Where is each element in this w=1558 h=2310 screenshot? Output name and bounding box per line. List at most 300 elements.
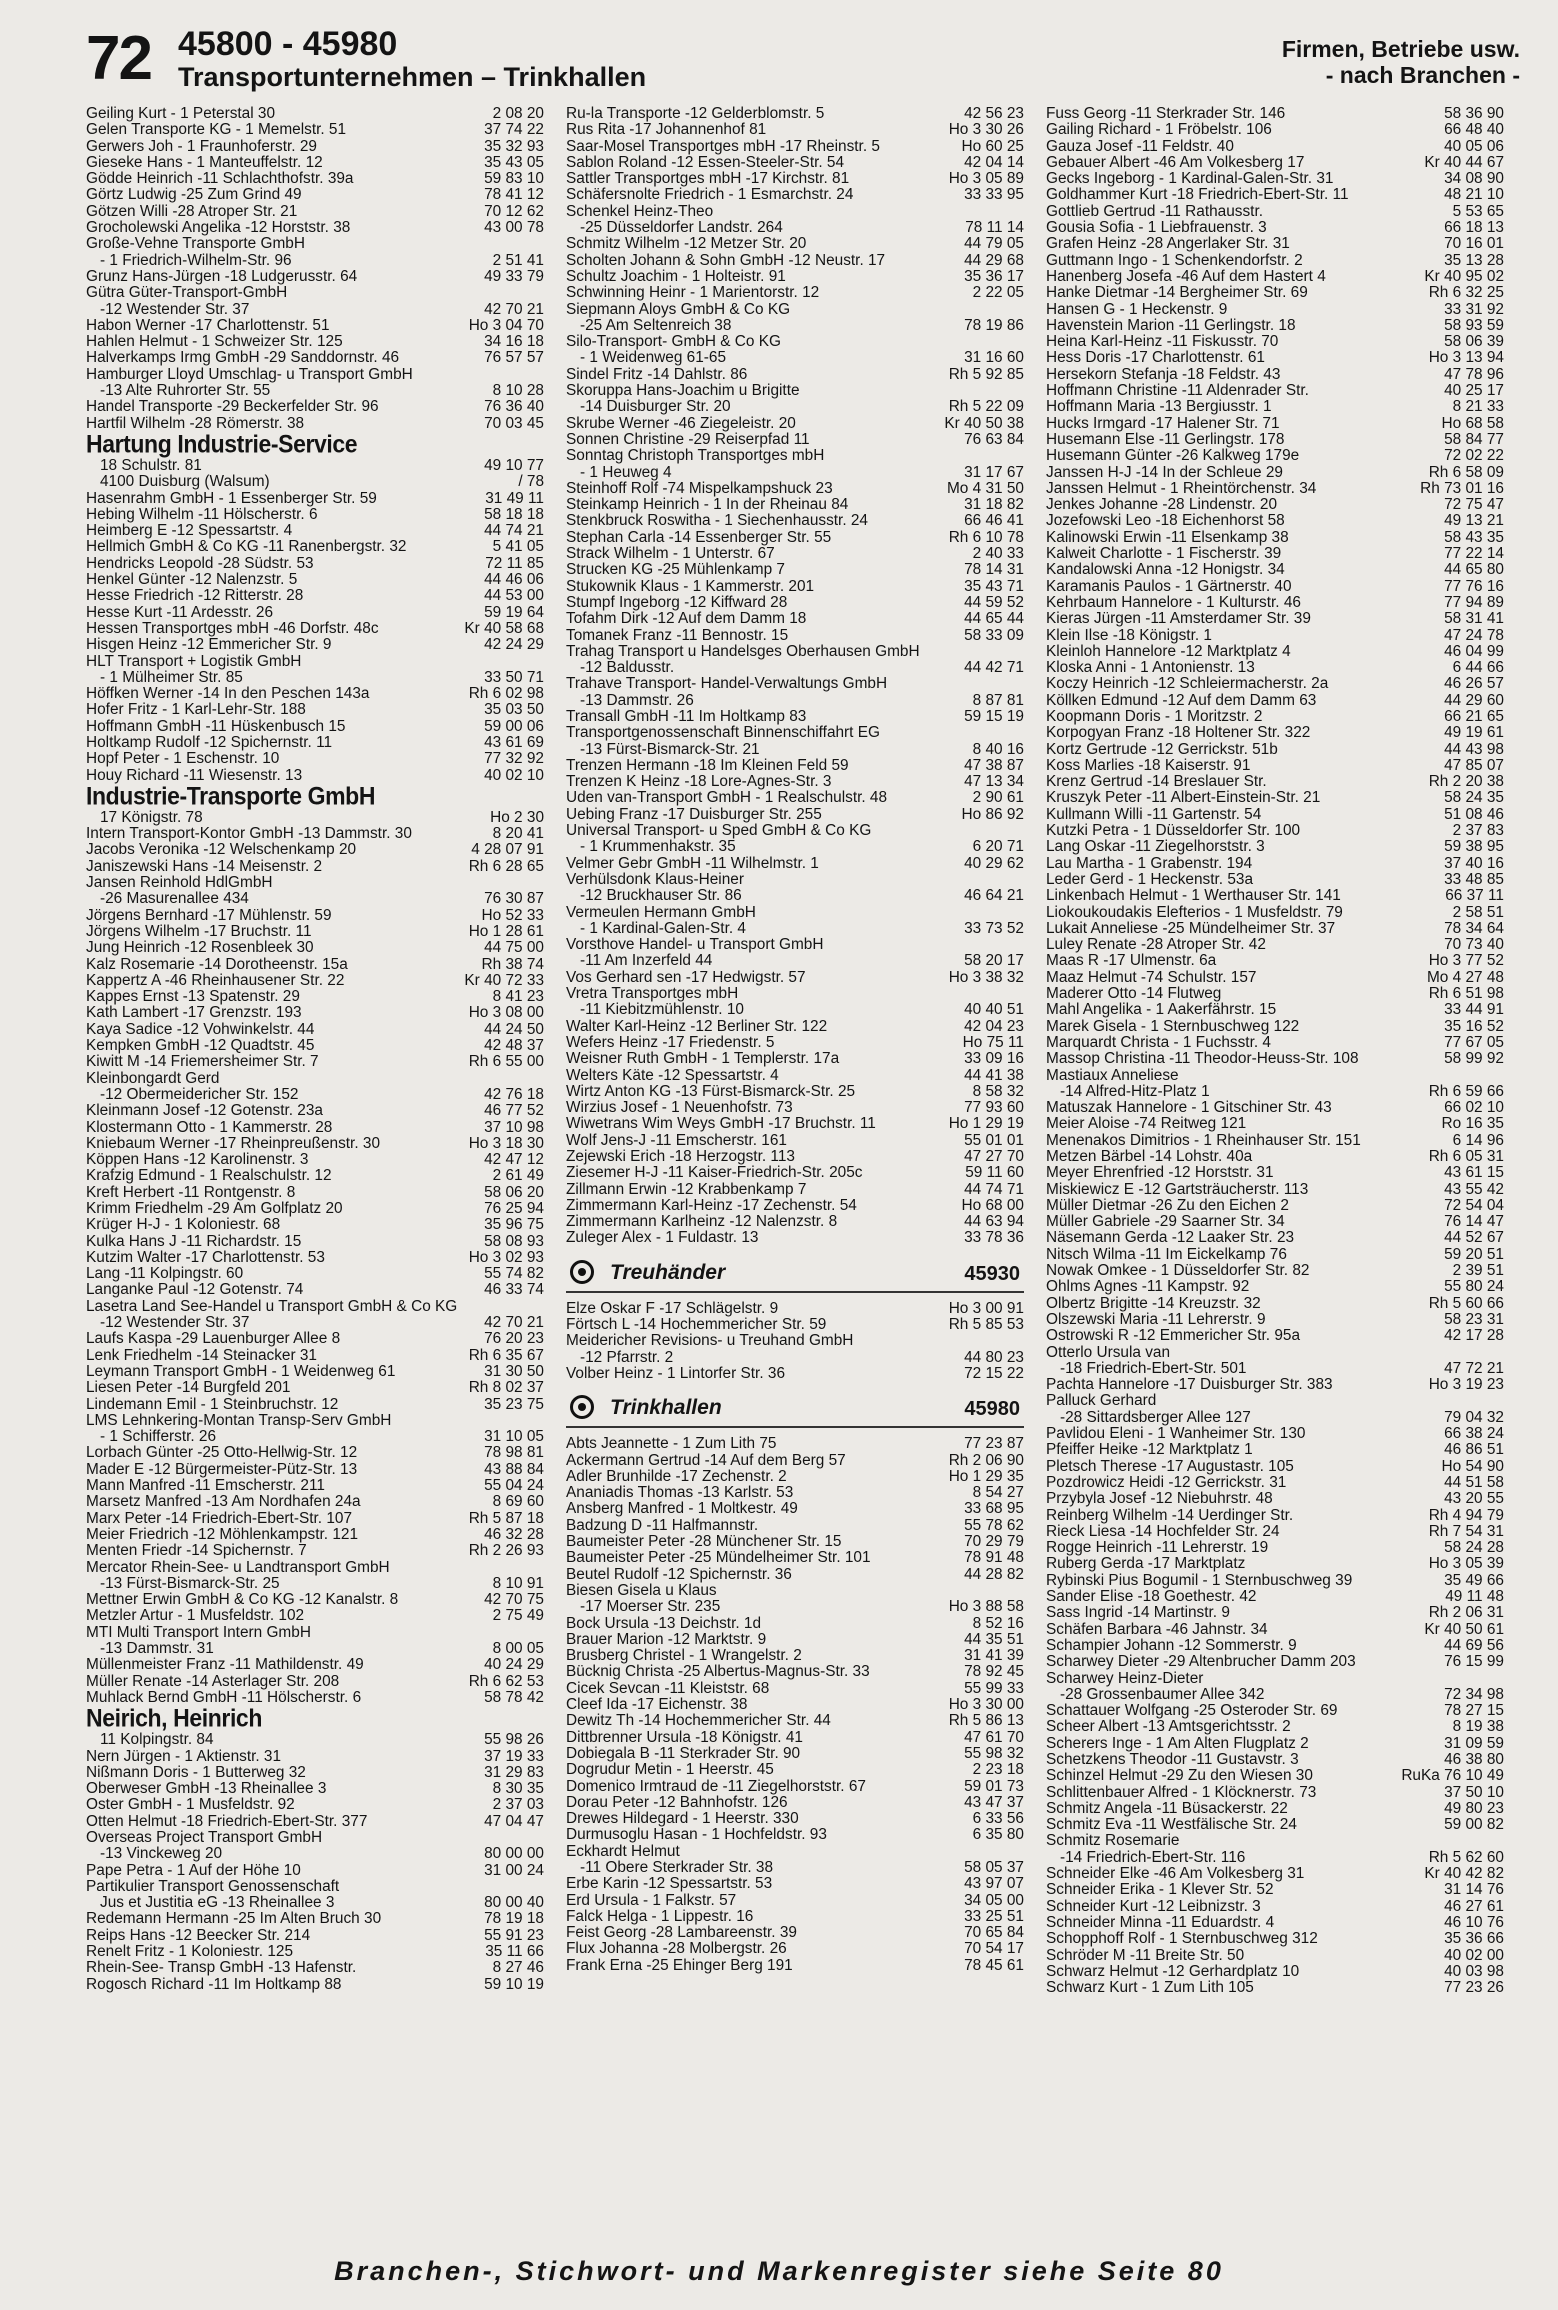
phone-number: 35 43 05 <box>484 154 544 171</box>
list-item <box>86 1315 544 1331</box>
list-item <box>86 318 544 334</box>
entry-name: Hendricks Leopold -28 Südstr. 53 <box>86 555 314 572</box>
entry-name: Karamanis Paulos - 1 Gärtnerstr. 40 <box>1046 578 1292 595</box>
list-item <box>86 1765 544 1781</box>
entry-name: Lukait Anneliese -25 Mündelheimer Str. 37 <box>1046 920 1336 937</box>
list-item <box>86 1250 544 1266</box>
entry-name: Gerwers Joh - 1 Fraunhoferstr. 29 <box>86 138 317 155</box>
category-trinkhallen-header <box>566 1392 1024 1428</box>
entry-name: Görtz Ludwig -25 Zum Grind 49 <box>86 187 302 204</box>
list-item <box>566 562 1024 578</box>
list-item <box>86 719 544 735</box>
entry-name: Wolf Jens-J -11 Emscherstr. 161 <box>566 1132 787 1149</box>
list-item <box>86 1478 544 1494</box>
list-item <box>566 481 1024 497</box>
list-item <box>566 1317 1024 1333</box>
list-item <box>1046 1263 1504 1279</box>
phone-number: 8 58 32 <box>972 1083 1024 1100</box>
entry-name: Lenk Friedhelm -14 Steinacker 31 <box>86 1347 317 1364</box>
list-item <box>566 709 1024 725</box>
list-item <box>566 367 1024 383</box>
list-item <box>86 572 544 588</box>
phone-number: 49 33 79 <box>484 268 544 285</box>
entry-name: Hesse Friedrich -12 Ritterstr. 28 <box>86 588 304 605</box>
list-item <box>566 725 1024 741</box>
list-item <box>86 1299 544 1315</box>
list-item <box>566 1182 1024 1198</box>
entry-name: Wirtz Anton KG -13 Fürst-Bismarck-Str. 25 <box>566 1083 856 1100</box>
list-item <box>1046 1182 1504 1198</box>
entry-name: -13 Dammstr. 26 <box>580 692 694 709</box>
phone-number: 43 61 15 <box>1444 1165 1504 1182</box>
entry-name: Mercator Rhein-See- u Landtransport GmbH <box>86 1559 390 1576</box>
category-name: Trinkhallen <box>610 1396 722 1420</box>
entry-name: Maderer Otto -14 Flutweg <box>1046 986 1222 1003</box>
entry-name: Jörgens Bernhard -17 Mühlenstr. 59 <box>86 907 332 924</box>
phone-number: 8 10 28 <box>492 383 544 400</box>
list-item <box>566 465 1024 481</box>
phone-number: 72 15 22 <box>964 1365 1024 1382</box>
phone-number: Rh 5 87 18 <box>468 1510 544 1527</box>
entry-name: Overseas Project Transport GmbH <box>86 1829 323 1846</box>
entry-name: Janssen Helmut - 1 Rheintörchenstr. 34 <box>1046 480 1317 497</box>
entry-name: Hucks Irmgard -17 Halener Str. 71 <box>1046 415 1280 432</box>
entry-name: Schneider Kurt -12 Leibnizstr. 3 <box>1046 1898 1261 1915</box>
entry-name: Hahlen Helmut - 1 Schweizer Str. 125 <box>86 334 343 351</box>
phone-number: 55 80 24 <box>1444 1279 1504 1296</box>
entry-name: Zillmann Erwin -12 Krabbenkamp 7 <box>566 1181 807 1198</box>
entry-name: Walter Karl-Heinz -12 Berliner Str. 122 <box>566 1018 828 1035</box>
list-item <box>1046 122 1504 138</box>
phone-number: 5 41 05 <box>492 539 544 556</box>
entry-name: Hartung Industrie-Service <box>86 429 358 458</box>
entry-name: Verhülsdonk Klaus-Heiner <box>566 871 744 888</box>
entry-name: Otterlo Ursula van <box>1046 1344 1171 1361</box>
phone-number: 58 06 20 <box>484 1184 544 1201</box>
entry-name: Schwarz Kurt - 1 Zum Lith 105 <box>1046 1980 1254 1997</box>
entry-name: -13 Fürst-Bismarck-Str. 21 <box>580 741 760 758</box>
entry-name: Erbe Karin -12 Spessartstr. 53 <box>566 1876 773 1893</box>
entry-name: Schmitz Wilhelm -12 Metzer Str. 20 <box>566 236 807 253</box>
list-item <box>566 1909 1024 1925</box>
entry-name: Strack Wilhelm - 1 Unterstr. 67 <box>566 546 775 563</box>
entry-name: Trahag Transport u Handelsges Oberhausen GmbH <box>566 643 920 660</box>
list-item <box>1046 1051 1504 1067</box>
list-item <box>1046 1866 1504 1882</box>
list-item <box>1046 953 1504 969</box>
phone-number: 42 04 23 <box>964 1018 1024 1035</box>
entry-name: Maaz Helmut -74 Schulstr. 157 <box>1046 969 1257 986</box>
phone-number: 43 47 37 <box>964 1794 1024 1811</box>
list-item <box>1046 1116 1504 1132</box>
entry-name: Otten Helmut -18 Friedrich-Ebert-Str. 377 <box>86 1813 368 1830</box>
phone-number: Rh 6 55 00 <box>468 1054 544 1071</box>
phone-number: 66 18 13 <box>1444 220 1504 237</box>
entry-name: Muhlack Bernd GmbH -11 Hölscherstr. 6 <box>86 1689 362 1706</box>
list-item <box>1046 1768 1504 1784</box>
phone-number: Rh 6 28 65 <box>468 858 544 875</box>
entry-name: - 1 Weidenweg 61-65 <box>580 350 727 367</box>
phone-number: 55 74 82 <box>484 1266 544 1283</box>
list-item <box>1046 350 1504 366</box>
phone-number: Rh 5 85 53 <box>948 1317 1024 1334</box>
phone-number: Ho 68 58 <box>1441 415 1504 432</box>
phone-number: 48 21 10 <box>1444 187 1504 204</box>
entry-name: Koopmann Doris - 1 Moritzstr. 2 <box>1046 708 1263 725</box>
list-item <box>566 579 1024 595</box>
entry-name: HLT Transport + Logistik GmbH <box>86 653 302 670</box>
entry-name: LMS Lehnkering-Montan Transp-Serv GmbH <box>86 1412 392 1429</box>
list-item <box>86 810 544 826</box>
list-item <box>1046 1980 1504 1996</box>
phone-number: Ho 75 11 <box>962 1034 1024 1051</box>
phone-number: 44 24 50 <box>484 1021 544 1038</box>
phone-number: 31 17 67 <box>964 464 1024 481</box>
list-item <box>86 842 544 858</box>
phone-number: 2 08 20 <box>492 106 544 122</box>
entry-name: Vos Gerhard sen -17 Hedwigstr. 57 <box>566 969 806 986</box>
list-item <box>86 1732 544 1748</box>
phone-number: 40 03 98 <box>1444 1963 1504 1980</box>
list-item <box>566 1518 1024 1534</box>
list-item <box>566 448 1024 464</box>
entry-name: - 1 Friedrich-Wilhelm-Str. 96 <box>100 252 292 269</box>
entry-name: Partikulier Transport Genossenschaft <box>86 1878 340 1895</box>
list-item <box>86 334 544 350</box>
list-item <box>86 155 544 171</box>
directory-sort: - nach Branchen - <box>1325 62 1520 88</box>
entry-name: Uebing Franz -17 Duisburger Str. 255 <box>566 806 822 823</box>
list-item <box>86 1960 544 1976</box>
bullet-target-icon <box>570 1395 594 1419</box>
list-item <box>1046 1410 1504 1426</box>
list-item <box>566 1198 1024 1214</box>
phone-number: 70 73 40 <box>1444 937 1504 954</box>
phone-number: 58 20 17 <box>964 953 1024 970</box>
list-item <box>86 924 544 940</box>
list-item <box>1046 1345 1504 1361</box>
entry-name: Halverkamps Irmg GmbH -29 Sanddornstr. 46 <box>86 350 400 367</box>
list-item <box>86 1657 544 1673</box>
list-item <box>566 1116 1024 1132</box>
entry-name: Schlittenbauer Alfred - 1 Klöcknerstr. 73 <box>1046 1784 1317 1801</box>
phone-number: 43 20 55 <box>1444 1491 1504 1508</box>
phone-number: Rh 2 06 31 <box>1428 1605 1504 1622</box>
list-item <box>566 1697 1024 1713</box>
list-item <box>1046 334 1504 350</box>
phone-number: 44 41 38 <box>964 1067 1024 1084</box>
entry-name: Gütra Güter-Transport-GmbH <box>86 285 288 302</box>
phone-number: 35 49 66 <box>1444 1572 1504 1589</box>
entry-name: Gousia Sofia - 1 Liebfrauenstr. 3 <box>1046 220 1267 237</box>
phone-number: 2 39 51 <box>1452 1263 1504 1280</box>
entry-name: Kutzim Walter -17 Charlottenstr. 53 <box>86 1249 325 1266</box>
phone-number: 58 99 92 <box>1444 1051 1504 1068</box>
entry-name: Biesen Gisela u Klaus <box>566 1582 717 1599</box>
phone-number: 55 04 24 <box>484 1478 544 1495</box>
phone-number: Ho 1 28 61 <box>468 923 544 940</box>
list-item <box>86 139 544 155</box>
list-item <box>86 735 544 751</box>
list-item <box>566 644 1024 660</box>
entry-name: Klein Ilse -18 Königstr. 1 <box>1046 627 1212 644</box>
list-item <box>566 1746 1024 1762</box>
phone-number: 44 46 06 <box>484 572 544 589</box>
phone-number: 42 48 37 <box>484 1038 544 1055</box>
entry-name: Bock Ursula -13 Deichstr. 1d <box>566 1615 762 1632</box>
phone-number: 59 11 60 <box>965 1165 1024 1182</box>
list-item <box>86 1608 544 1624</box>
list-item <box>86 1814 544 1830</box>
entry-name: Lang Oskar -11 Ziegelhorststr. 3 <box>1046 839 1265 856</box>
entry-name: Lindemann Emil - 1 Steinbruchstr. 12 <box>86 1396 339 1413</box>
entry-name: Gottlieb Gertrud -11 Rathausstr. <box>1046 203 1263 220</box>
phone-number: Rh 2 26 93 <box>468 1543 544 1560</box>
entry-name: Grocholewski Angelika -12 Horststr. 38 <box>86 220 351 237</box>
list-item <box>566 497 1024 513</box>
list-item <box>86 1494 544 1510</box>
phone-number: 33 25 51 <box>964 1908 1024 1925</box>
entry-name: Sindel Fritz -14 Dahlstr. 86 <box>566 366 748 383</box>
list-item <box>566 1779 1024 1795</box>
list-item <box>86 269 544 285</box>
list-item <box>1046 367 1504 383</box>
entry-name: Müller Dietmar -26 Zu den Eichen 2 <box>1046 1197 1289 1214</box>
list-item <box>566 383 1024 399</box>
phone-number: 77 32 92 <box>484 751 544 768</box>
phone-number: 47 72 21 <box>1444 1360 1504 1377</box>
entry-name: Schneider Minna -11 Eduardstr. 4 <box>1046 1914 1275 1931</box>
column-2-trinkhallen-list <box>566 1436 1024 1974</box>
entry-name: Uden van-Transport GmbH - 1 Realschulstr. 48 <box>566 790 888 807</box>
list-item <box>86 1704 544 1732</box>
list-item <box>86 302 544 318</box>
list-item <box>1046 1149 1504 1165</box>
list-item <box>1046 416 1504 432</box>
phone-number: 78 11 14 <box>965 220 1024 237</box>
phone-number: 6 20 71 <box>972 839 1024 856</box>
list-item <box>1046 1491 1504 1507</box>
entry-name: Schröder M -11 Breite Str. 50 <box>1046 1947 1245 1964</box>
list-item <box>1046 1556 1504 1572</box>
phone-number: 37 50 10 <box>1444 1784 1504 1801</box>
list-item <box>86 1527 544 1543</box>
entry-name: Husemann Else -11 Gerlingstr. 178 <box>1046 431 1285 448</box>
phone-number: 70 29 79 <box>964 1534 1024 1551</box>
phone-number: 8 41 23 <box>492 989 544 1006</box>
list-item <box>1046 1214 1504 1230</box>
list-item <box>86 826 544 842</box>
phone-number: Ho 3 02 93 <box>468 1249 544 1266</box>
list-item <box>1046 106 1504 122</box>
list-item <box>1046 1377 1504 1393</box>
entry-name: Baumeister Peter -28 Münchener Str. 15 <box>566 1534 842 1551</box>
entry-name: Vorsthove Handel- u Transport GmbH <box>566 937 824 954</box>
list-item <box>86 1364 544 1380</box>
list-item <box>1046 856 1504 872</box>
entry-name: Velmer Gebr GmbH -11 Wilhelmstr. 1 <box>566 855 819 872</box>
list-item <box>566 1567 1024 1583</box>
phone-number: 31 09 59 <box>1444 1735 1504 1752</box>
entry-name: Meier Aloise -74 Reitweg 121 <box>1046 1116 1247 1133</box>
entry-name: Kleinloh Hannelore -12 Marktplatz 4 <box>1046 643 1291 660</box>
entry-name: Nowak Omkee - 1 Düsseldorfer Str. 82 <box>1046 1263 1310 1280</box>
entry-name: Pavlidou Eleni - 1 Wanheimer Str. 130 <box>1046 1426 1306 1443</box>
entry-name: Mader E -12 Bürgermeister-Pütz-Str. 13 <box>86 1461 358 1478</box>
phone-number: Ho 3 19 23 <box>1428 1377 1504 1394</box>
entry-name: Durmusoglu Hasan - 1 Hochfeldstr. 93 <box>566 1827 827 1844</box>
list-item <box>1046 611 1504 627</box>
phone-number: 46 86 51 <box>1444 1442 1504 1459</box>
list-item <box>86 957 544 973</box>
phone-number: 78 41 12 <box>484 187 544 204</box>
list-item <box>566 1019 1024 1035</box>
phone-number: Kr 40 42 82 <box>1424 1866 1504 1883</box>
phone-number: 33 48 85 <box>1444 871 1504 888</box>
list-item <box>1046 1540 1504 1556</box>
phone-number: 44 74 21 <box>484 523 544 540</box>
list-item <box>86 1120 544 1136</box>
section-title: Transportunternehmen – Trinkhallen <box>178 62 647 92</box>
category-name: Treuhänder <box>610 1260 726 1284</box>
bullet-target-icon <box>570 1260 594 1284</box>
entry-name: Vretra Transportges mbH <box>566 986 739 1003</box>
phone-number: Ho 3 77 52 <box>1428 953 1504 970</box>
entry-name: Hisgen Heinz -12 Emmericher Str. 9 <box>86 637 332 654</box>
list-item <box>86 1511 544 1527</box>
phone-number: 35 03 50 <box>484 702 544 719</box>
list-item <box>1046 595 1504 611</box>
entry-name: Industrie-Transporte GmbH <box>86 781 376 810</box>
entry-name: Laufs Kaspa -29 Lauenburger Allee 8 <box>86 1331 341 1348</box>
list-item <box>86 1005 544 1021</box>
list-item <box>1046 187 1504 203</box>
entry-name: Schmitz Angela -11 Büsackerstr. 22 <box>1046 1800 1288 1817</box>
phone-number: 72 75 47 <box>1444 497 1504 514</box>
phone-number: 44 63 94 <box>964 1214 1024 1231</box>
page-number: 72 <box>86 24 151 93</box>
list-item <box>566 432 1024 448</box>
entry-name: Badzung D -11 Halfmannstr. <box>566 1517 759 1534</box>
list-item <box>566 1795 1024 1811</box>
entry-name: Pachta Hannelore -17 Duisburger Str. 383 <box>1046 1377 1333 1394</box>
phone-number: 33 73 52 <box>964 920 1024 937</box>
phone-number: 58 33 09 <box>964 627 1024 644</box>
list-item <box>1046 1736 1504 1752</box>
list-item <box>86 1674 544 1690</box>
list-item <box>1046 1589 1504 1605</box>
entry-name: Schopphoff Rolf - 1 Sternbuschweg 312 <box>1046 1931 1318 1948</box>
phone-number: 42 47 12 <box>484 1152 544 1169</box>
phone-number: 44 80 23 <box>964 1349 1024 1366</box>
phone-number: 8 00 05 <box>492 1641 544 1658</box>
entry-name: Hasenrahm GmbH - 1 Essenberger Str. 59 <box>86 490 377 507</box>
phone-number: 35 16 52 <box>1444 1018 1504 1035</box>
entry-name: Hellmich GmbH & Co KG -11 Ranenbergstr. 32 <box>86 539 407 556</box>
list-item <box>86 1038 544 1054</box>
list-item <box>86 523 544 539</box>
entry-name: Hess Doris -17 Charlottenstr. 61 <box>1046 350 1265 367</box>
entry-name: Husemann Günter -26 Kalkweg 179e <box>1046 448 1300 465</box>
phone-number: 78 92 45 <box>964 1664 1024 1681</box>
entry-name: Sonnen Christine -29 Reiserpfad 11 <box>566 431 810 448</box>
phone-number: 76 30 87 <box>484 891 544 908</box>
phone-number: 42 24 29 <box>484 637 544 654</box>
entry-name: Klostermann Otto - 1 Kammerstr. 28 <box>86 1119 333 1136</box>
list-item <box>1046 530 1504 546</box>
entry-name: Scharwey Heinz-Dieter <box>1046 1670 1204 1687</box>
entry-name: Jung Heinrich -12 Rosenbleek 30 <box>86 940 314 957</box>
phone-number: 58 08 93 <box>484 1233 544 1250</box>
phone-number: 6 14 96 <box>1452 1132 1504 1149</box>
phone-number: 40 05 06 <box>1444 138 1504 155</box>
phone-number: 40 29 62 <box>964 855 1024 872</box>
entry-name: - 1 Kardinal-Galen-Str. 4 <box>580 920 746 937</box>
phone-number: 46 10 76 <box>1444 1914 1504 1931</box>
list-item <box>566 1550 1024 1566</box>
entry-name: Kulka Hans J -11 Richardstr. 15 <box>86 1233 302 1250</box>
phone-number: 43 00 78 <box>484 220 544 237</box>
entry-name: Kandalowski Anna -12 Honigstr. 34 <box>1046 562 1285 579</box>
phone-number: 70 03 45 <box>484 415 544 432</box>
entry-name: Kiwitt M -14 Friemersheimer Str. 7 <box>86 1054 319 1071</box>
list-item <box>86 875 544 891</box>
list-item <box>86 782 544 810</box>
entry-name: Vermeulen Hermann GmbH <box>566 904 756 921</box>
phone-number: Mo 4 31 50 <box>946 480 1024 497</box>
entry-name: -18 Friedrich-Ebert-Str. 501 <box>1060 1360 1247 1377</box>
entry-name: Mann Manfred -11 Emscherstr. 211 <box>86 1478 325 1495</box>
entry-name: Abts Jeannette - 1 Zum Lith 75 <box>566 1436 777 1453</box>
entry-name: Fuss Georg -11 Sterkrader Str. 146 <box>1046 106 1286 122</box>
phone-number: 35 23 75 <box>484 1396 544 1413</box>
phone-number: Rh 6 62 53 <box>468 1673 544 1690</box>
entry-name: - 1 Mülheimer Str. 85 <box>100 669 243 686</box>
entry-name: Hartfil Wilhelm -28 Römerstr. 38 <box>86 415 305 432</box>
list-item <box>86 1380 544 1396</box>
phone-number: 43 55 42 <box>1444 1181 1504 1198</box>
list-item <box>566 1730 1024 1746</box>
list-item <box>86 236 544 252</box>
list-item <box>86 1749 544 1765</box>
category-treuhaender-header <box>566 1257 1024 1293</box>
list-item <box>1046 676 1504 692</box>
list-item <box>86 989 544 1005</box>
list-item <box>566 1469 1024 1485</box>
entry-name: Krimm Friedhelm -29 Am Golfplatz 20 <box>86 1201 343 1217</box>
entry-name: 17 Königstr. 78 <box>100 809 203 826</box>
directory-type: Firmen, Betriebe usw. <box>1281 36 1520 62</box>
entry-name: Rieck Liesa -14 Hochfelder Str. 24 <box>1046 1523 1280 1540</box>
list-item <box>1046 1068 1504 1084</box>
list-item <box>566 986 1024 1002</box>
phone-number: 2 75 49 <box>492 1608 544 1625</box>
entry-name: Mastiaux Anneliese <box>1046 1067 1179 1084</box>
list-item <box>86 702 544 718</box>
entry-name: Nern Jürgen - 1 Aktienstr. 31 <box>86 1748 282 1765</box>
entry-name: Pozdrowicz Heidi -12 Gerrickstr. 31 <box>1046 1474 1287 1491</box>
entry-name: Rogosch Richard -11 Im Holtkamp 88 <box>86 1976 342 1993</box>
entry-name: - 1 Krummenhakstr. 35 <box>580 839 736 856</box>
list-item <box>1046 644 1504 660</box>
phone-number: 33 50 71 <box>484 669 544 686</box>
entry-name: Dittbrenner Ursula -18 Königstr. 41 <box>566 1729 803 1746</box>
phone-number: 2 22 05 <box>972 285 1024 302</box>
entry-name: Stenkbruck Roswitha - 1 Siechenhausstr. 24 <box>566 513 868 530</box>
entry-name: Geiling Kurt - 1 Peterstal 30 <box>86 106 276 122</box>
entry-name: Meidericher Revisions- u Treuhand GmbH <box>566 1333 854 1350</box>
phone-number: 8 20 41 <box>492 826 544 843</box>
